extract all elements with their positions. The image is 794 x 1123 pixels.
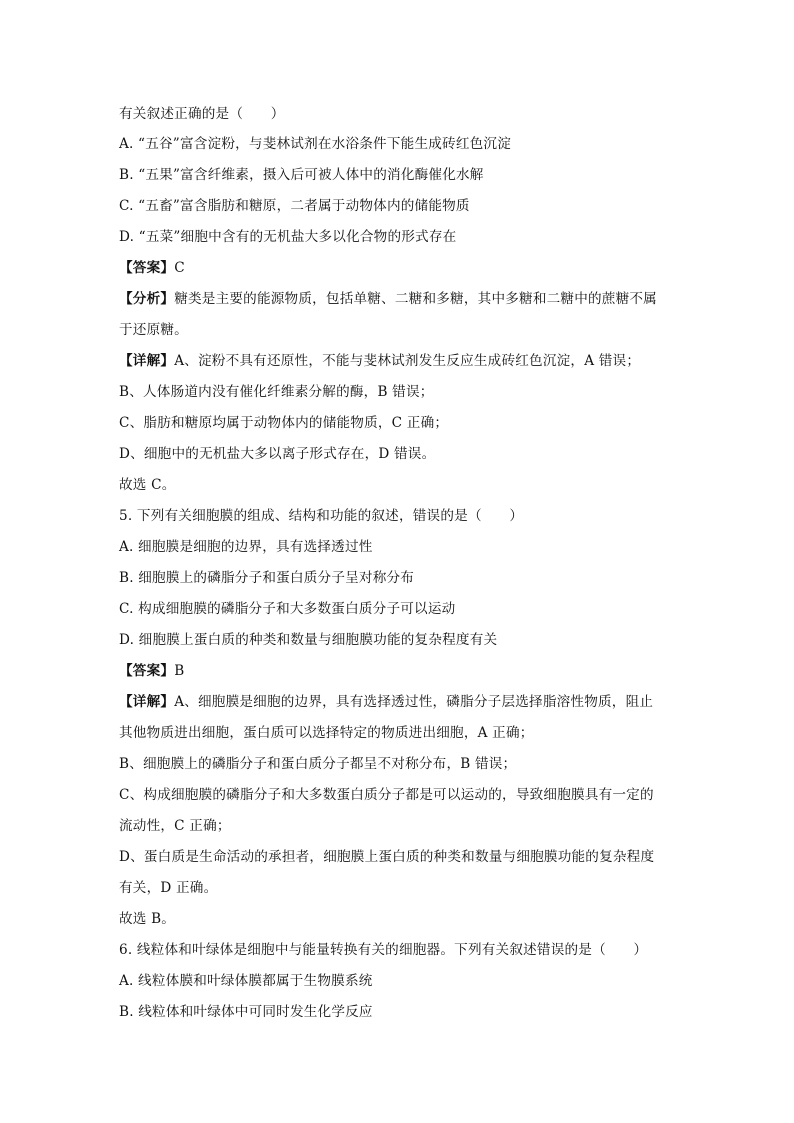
q5-detail-c-line-2: 流动性，C 正确； xyxy=(119,818,231,834)
q4-detail-d: D、细胞中的无机盐大多以离子形式存在，D 错误。 xyxy=(119,446,436,462)
q4-answer xyxy=(119,258,185,278)
q5-detail-d-line-1: D、蛋白质是生命活动的承担者，细胞膜上蛋白质的种类和数量与细胞膜功能的复杂程度 xyxy=(119,849,655,865)
q4-option-b: B. “五果”富含纤维素，摄入后可被人体中的消化酶催化水解 xyxy=(119,167,484,183)
answer-label: 【答案】 xyxy=(119,663,175,679)
q4-option-d: D. “五菜”细胞中含有的无机盐大多以化合物的形式存在 xyxy=(119,229,457,245)
q4-detail-b: B、人体肠道内没有催化纤维素分解的酶，B 错误； xyxy=(119,384,434,400)
answer-value: C xyxy=(174,260,185,276)
q4-stem-tail: 有关叙述正确的是（ ） xyxy=(119,106,285,122)
answer-label: 【答案】 xyxy=(119,260,175,276)
q4-option-a: A. “五谷”富含淀粉，与斐林试剂在水浴条件下能生成砖红色沉淀 xyxy=(119,136,511,152)
q6-stem: 6. 线粒体和叶绿体是细胞中与能量转换有关的细胞器。下列有关叙述错误的是（ ） xyxy=(119,942,648,958)
detail-text: A、淀粉不具有还原性，不能与斐林试剂发生反应生成砖红色沉淀，A 错误； xyxy=(174,353,641,369)
q6-option-a: A. 线粒体膜和叶绿体膜都属于生物膜系统 xyxy=(119,973,373,989)
q5-detail-a-line-1 xyxy=(119,692,653,712)
q6-option-b: B. 线粒体和叶绿体中可同时发生化学反应 xyxy=(119,1004,373,1020)
q4-analysis-line-2: 于还原糖。 xyxy=(119,322,188,338)
q5-option-c: C. 构成细胞膜的磷脂分子和大多数蛋白质分子可以运动 xyxy=(119,601,456,617)
q4-analysis-line-1 xyxy=(119,289,657,309)
q5-option-b: B. 细胞膜上的磷脂分子和蛋白质分子呈对称分布 xyxy=(119,570,415,586)
detail-label: 【详解】 xyxy=(119,353,175,369)
detail-label: 【详解】 xyxy=(119,694,175,710)
q4-conclusion: 故选 C。 xyxy=(119,477,176,493)
q4-detail-a xyxy=(119,351,640,371)
q4-detail-c: C、脂肪和糖原均属于动物体内的储能物质，C 正确； xyxy=(119,415,449,431)
q5-answer xyxy=(119,661,184,681)
detail-text: A、细胞膜是细胞的边界，具有选择透过性，磷脂分子层选择脂溶性物质，阻止 xyxy=(174,694,654,710)
analysis-label: 【分析】 xyxy=(119,291,175,307)
q5-option-d: D. 细胞膜上蛋白质的种类和数量与细胞膜功能的复杂程度有关 xyxy=(119,632,498,648)
q5-detail-c-line-1: C、构成细胞膜的磷脂分子和大多数蛋白质分子都是可以运动的，导致细胞膜具有一定的 xyxy=(119,787,654,803)
q5-option-a: A. 细胞膜是细胞的边界，具有选择透过性 xyxy=(119,539,373,555)
q4-option-c: C. “五畜”富含脂肪和糖原，二者属于动物体内的储能物质 xyxy=(119,198,470,214)
q5-detail-d-line-2: 有关，D 正确。 xyxy=(119,880,218,896)
q5-detail-b: B、细胞膜上的磷脂分子和蛋白质分子都呈不对称分布，B 错误； xyxy=(119,756,517,772)
q5-detail-a-line-2: 其他物质进出细胞，蛋白质可以选择特定的物质进出细胞，A 正确； xyxy=(119,725,534,741)
answer-value: B xyxy=(174,663,185,679)
analysis-text: 糖类是主要的能源物质，包括单糖、二糖和多糖，其中多糖和二糖中的蔗糖不属 xyxy=(174,291,657,307)
q5-conclusion: 故选 B。 xyxy=(119,911,176,927)
q5-stem: 5. 下列有关细胞膜的组成、结构和功能的叙述，错误的是（ ） xyxy=(119,508,524,524)
